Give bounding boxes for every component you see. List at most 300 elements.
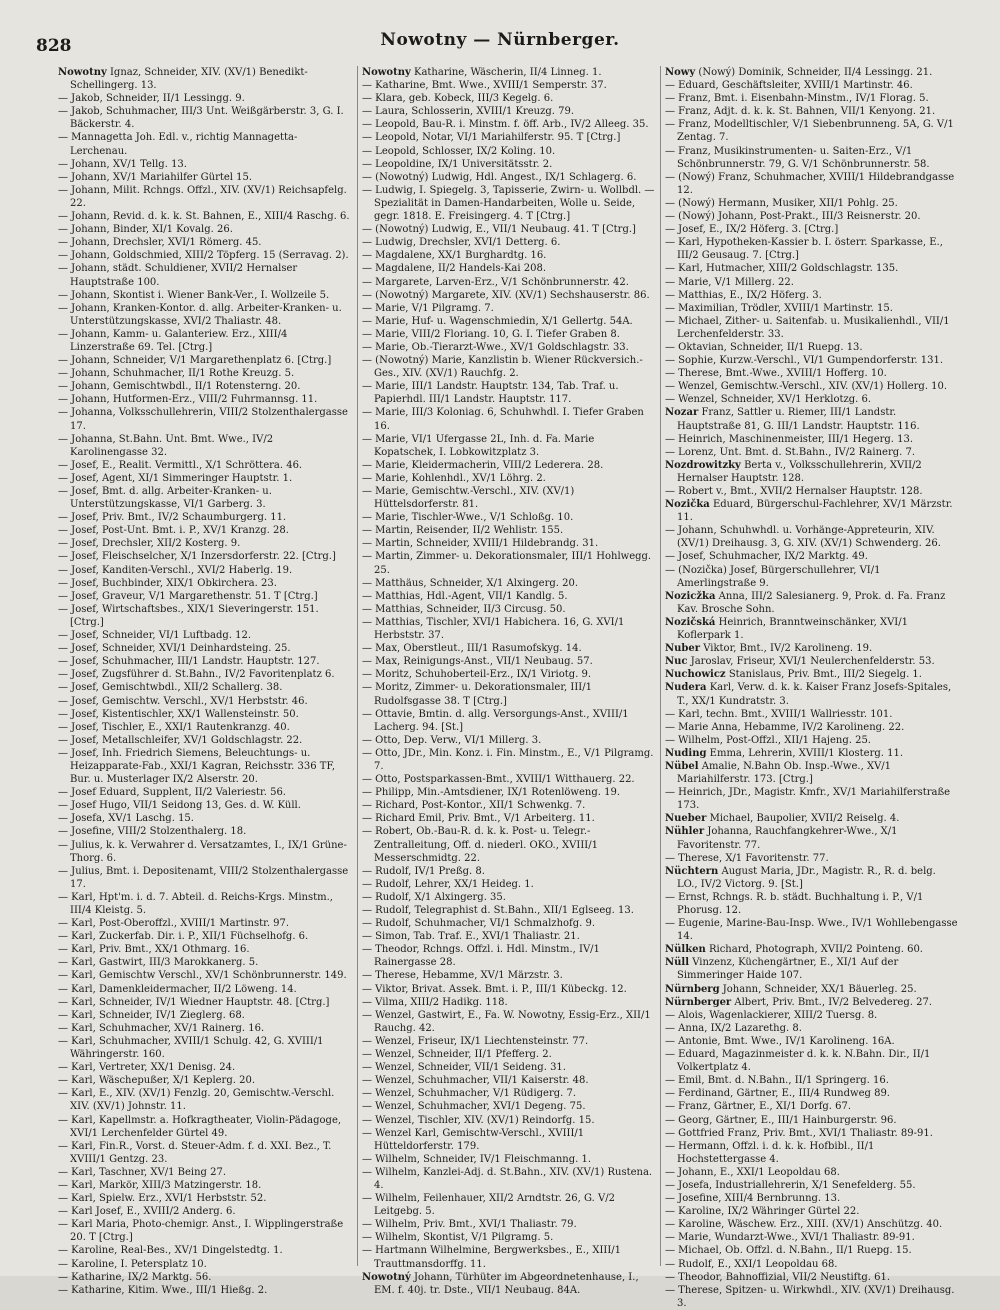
directory-entry: [665, 1114, 959, 1127]
entry-text: — Julius, Bmt. i. Depositenamt, VIII/2 Stolzenthalergasse 17.: [58, 865, 349, 890]
entry-text: — Karl Josef, E., XVIII/2 Anderg. 6.: [58, 1206, 236, 1218]
entry-text: — Marie, Tischler-Wwe., V/1 Schloßg. 10.: [362, 512, 574, 524]
entry-text: — Josef, Schneider, XVI/1 Deinhardsteing. 25.: [58, 643, 291, 655]
entry-text: — Josef, Tischler, E., XXI/1 Rautenkranzg. 40.: [58, 721, 290, 733]
entry-text: — Richard Emil, Priv. Bmt., V/1 Arbeiterg. 11.: [362, 813, 595, 825]
entry-text: Richard, Photograph, XVII/2 Pointeng. 60.: [708, 944, 923, 956]
directory-entry: [665, 236, 959, 262]
directory-entry: [665, 118, 959, 144]
entry-text: — Johann, Schuhmacher, II/1 Rothe Kreuzg. 5.: [58, 368, 295, 380]
entry-text: — Wilhelm, Feilenhauer, XII/2 Arndtstr. 26, G. V/2 Leitgebg. 5.: [362, 1193, 615, 1218]
entry-text: — Wenzel, Schuhmacher, XVI/1 Degeng. 75.: [362, 1101, 586, 1113]
directory-entry: [362, 865, 656, 878]
entry-text: — Josef, Priv. Bmt., IV/2 Schaumburgerg. 11.: [58, 512, 287, 524]
entry-text: — Rudolf, Lehrer, XX/1 Heideg. 1.: [362, 878, 534, 890]
directory-entry: [362, 315, 656, 328]
entry-text: Ignaz, Schneider, XIV. (XV/1) Benedikt-Schellingerg. 13.: [70, 67, 308, 92]
entry-text: — Marie, Gemischtw.-Verschl., XIV. (XV/1) Hüttelsdorferstr. 81.: [362, 486, 575, 511]
entry-text: — Margarete, Larven-Erz., V/1 Schönbrunnerstr. 42.: [362, 276, 629, 288]
entry-text: — Wenzel, Tischler, XIV. (XV/1) Reindorfg. 15.: [362, 1114, 595, 1126]
directory-entry: [58, 472, 353, 485]
entry-text: — Wilhelm, Schneider, IV/1 Fleischmanng. 1.: [362, 1153, 592, 1165]
entry-text: Johann, Schneider, XX/1 Bäuerleg. 25.: [722, 983, 917, 995]
entry-text: — Josefa, XV/1 Laschg. 15.: [58, 813, 194, 825]
entry-text: — Josef, Schuhmacher, III/1 Landstr. Hauptstr. 127.: [58, 656, 320, 668]
directory-entry: [665, 1205, 959, 1218]
directory-entry: [362, 878, 656, 891]
directory-entry: [58, 92, 353, 105]
entry-text: — Marie Anna, Hebamme, IV/2 Karolineng. 22.: [665, 721, 905, 733]
directory-entry: [58, 839, 353, 865]
directory-entry: [362, 118, 656, 131]
entry-text: — Rudolf, IV/1 Preßg. 8.: [362, 865, 485, 877]
directory-entry: [362, 930, 656, 943]
entry-text: — Sophie, Kurzw.-Verschl., VI/1 Gumpendorferstr. 131.: [665, 355, 944, 367]
entry-text: — Karl, Priv. Bmt., XX/1 Othmarg. 16.: [58, 944, 250, 956]
entry-surname: Nürnberg: [665, 983, 720, 995]
directory-entry: [58, 210, 353, 223]
directory-entry: [665, 210, 959, 223]
directory-entry: [58, 1205, 353, 1218]
directory-entry: [665, 289, 959, 302]
entry-text: Berta v., Volksschullehrerin, XVII/2 Hernalser Hauptstr. 128.: [677, 459, 922, 484]
entry-text: — Wenzel, Schneider, XV/1 Herklotzg. 6.: [665, 394, 872, 406]
directory-entry: [58, 969, 353, 982]
directory-entry: [362, 249, 656, 262]
directory-entry: [362, 537, 656, 550]
entry-text: — Karl, Post-Oberoffzl., XVIII/1 Martinstr. 97.: [58, 918, 290, 930]
directory-entry: [665, 943, 959, 956]
entry-text: — Johann, Kranken-Kontor. d. allg. Arbeiter-Kranken- u. Unterstützungskasse, XVI/2 Thaliastr. 48.: [58, 302, 342, 327]
directory-entry: [58, 171, 353, 184]
directory-entry: [58, 695, 353, 708]
entry-text: — Richard, Post-Kontor., XII/1 Schwenkg. 7.: [362, 800, 586, 812]
directory-entry: [362, 302, 656, 315]
entry-text: — Josef, Kistentischler, XX/1 Wallensteinstr. 50.: [58, 708, 299, 720]
entry-text: — Gottfried Franz, Priv. Bmt., XVI/1 Thaliastr. 89-91.: [665, 1127, 933, 1139]
directory-entry: [58, 983, 353, 996]
entry-surname: Nülken: [665, 944, 706, 956]
entry-text: — Martin, Reisender, II/2 Wehlistr. 155.: [362, 525, 564, 537]
entry-text: — Hartmann Wilhelmine, Bergwerksbes., E., XIII/1 Trauttmansdorffg. 11.: [362, 1245, 622, 1270]
directory-entry: [58, 956, 353, 969]
entry-text: — Magdalene, II/2 Handels-Kai 208.: [362, 263, 547, 275]
entry-text: — Johann, städt. Schuldiener, XVII/2 Hernalser Hauptstraße 100.: [58, 263, 298, 288]
entry-text: — Karl, Hypotheken-Kassier b. I. österr. Sparkasse, E., III/2 Geusaug. 7. [Ctrg.]: [665, 237, 943, 262]
directory-entry: [58, 564, 353, 577]
directory-entry: [665, 1271, 959, 1284]
entry-text: — Theodor, Bahnoffizial, VII/2 Neustiftg. 61.: [665, 1271, 891, 1283]
directory-entry: [362, 1166, 656, 1192]
directory-entry: [665, 1166, 959, 1179]
entry-text: — Josef, Agent, XI/1 Simmeringer Hauptstr. 1.: [58, 472, 293, 484]
directory-entry: [58, 537, 353, 550]
directory-entry: [665, 459, 959, 485]
entry-surname: Nozar: [665, 407, 699, 419]
directory-entry: [362, 171, 656, 184]
entry-text: — Robert, Ob.-Bau-R. d. k. k. Post- u. Telegr.-Zentralleitung, Off. d. niederl. OKO., XVIII/1 Messerschmidtg. 22.: [362, 826, 598, 864]
directory-entry: [58, 734, 353, 747]
directory-entry: [58, 681, 353, 694]
directory-entry: [665, 825, 959, 851]
entry-text: — Marie, V/1 Pilgramg. 7.: [362, 302, 494, 314]
entry-text: — Marie, Ob.-Tierarzt-Wwe., XV/1 Goldschlagstr. 33.: [362, 341, 629, 353]
entry-text: — Leopold, Notar, VI/1 Mariahilferstr. 95. T [Ctrg.]: [362, 132, 621, 144]
directory-entry: [362, 943, 656, 969]
entry-text: Katharine, Wäscherin, II/4 Linneg. 1.: [413, 67, 602, 78]
entry-text: — Moritz, Zimmer- u. Dekorationsmaler, III/1 Rudolfsgasse 38. T [Ctrg.]: [362, 682, 592, 707]
entry-surname: Nozdrowitzky: [665, 459, 741, 471]
entry-text: — Wenzel, Schuhmacher, VII/1 Kaiserstr. 48.: [362, 1075, 589, 1087]
directory-entry: [665, 642, 959, 655]
directory-entry: [58, 1271, 353, 1284]
directory-entry: [362, 1153, 656, 1166]
directory-entry: [362, 969, 656, 982]
entry-text: August Maria, JDr., Magistr. R., R. d. belg. LO., IV/2 Victorg. 9. [St.]: [677, 865, 936, 890]
entry-surname: Nübel: [665, 760, 699, 772]
directory-entry: [665, 852, 959, 865]
page-number: 828: [36, 36, 72, 56]
entry-text: — Matthäus, Schneider, X/1 Alxingerg. 20.: [362, 577, 579, 589]
entry-text: — Ludwig, Drechsler, XVI/1 Detterg. 6.: [362, 237, 561, 249]
entry-text: — Johanna, Volksschullehrerin, VIII/2 Stolzenthalergasse 17.: [58, 407, 348, 432]
directory-entry: [362, 708, 656, 734]
directory-entry: [665, 1074, 959, 1087]
entry-text: — Johann, XV/1 Tellg. 13.: [58, 158, 187, 170]
directory-entry: [58, 131, 353, 157]
entry-text: — Johann, Revid. d. k. k. St. Bahnen, E., XIII/4 Raschg. 6.: [58, 211, 350, 223]
directory-entry: [665, 485, 959, 498]
directory-entry: [362, 276, 656, 289]
entry-text: — Rudolf, Schuhmacher, VI/1 Schmalzhofg. 9.: [362, 918, 596, 930]
directory-entry: [665, 105, 959, 118]
entry-text: Johanna, Rauchfangkehrer-Wwe., X/1 Favoritenstr. 77.: [677, 826, 898, 851]
directory-entry: [58, 1022, 353, 1035]
entry-text: — Karl, Vertreter, XX/1 Denisg. 24.: [58, 1062, 236, 1074]
directory-entry: [58, 302, 353, 328]
directory-entry: [362, 681, 656, 707]
directory-entry: [362, 354, 656, 380]
directory-entry: [58, 668, 353, 681]
entry-surname: Nuber: [665, 643, 701, 655]
directory-entry: [665, 1284, 959, 1310]
directory-entry: [665, 747, 959, 760]
entry-text: Michael, Baupolier, XVII/2 Reiselg. 4.: [709, 813, 900, 825]
directory-entry: [362, 236, 656, 249]
directory-entry: [665, 446, 959, 459]
entry-surname: Nowotný: [362, 1271, 411, 1283]
directory-entry: [362, 1061, 656, 1074]
directory-entry: [58, 917, 353, 930]
entry-text: — Rudolf, X/1 Alxingerg. 35.: [362, 891, 506, 903]
entry-text: — Klara, geb. Kobeck, III/3 Kegelg. 6.: [362, 93, 554, 105]
entry-text: — Josef, Graveur, V/1 Margarethenstr. 51. T [Ctrg.]: [58, 590, 318, 602]
entry-text: — Vilma, XIII/2 Hadikg. 118.: [362, 996, 508, 1008]
entry-text: — Josef, Metallschleifer, XV/1 Goldschlagstr. 22.: [58, 734, 303, 746]
directory-entry: [362, 380, 656, 406]
directory-entry: [665, 708, 959, 721]
entry-text: — Wenzel Karl, Gemischtw-Verschl., XVIII/1 Hütteldorferstr. 179.: [362, 1127, 585, 1152]
directory-entry: [362, 1271, 656, 1297]
entry-text: — (Nowý) Franz, Schuhmacher, XVIII/1 Hildebrandgasse 12.: [665, 171, 955, 196]
entry-text: — Franz, Gärtner, E., XI/1 Dorfg. 67.: [665, 1101, 852, 1113]
entry-text: (Nowý) Dominik, Schneider, II/4 Lessingg. 21.: [698, 67, 933, 78]
entry-text: — Josef, Schneider, VI/1 Luftbadg. 12.: [58, 630, 252, 642]
entry-text: — Georg, Gärtner, E., III/1 Hainburgerstr. 96.: [665, 1114, 897, 1126]
directory-entry: [362, 642, 656, 655]
directory-entry: [58, 367, 353, 380]
entry-text: — Jakob, Schneider, II/1 Lessingg. 9.: [58, 93, 245, 105]
directory-entry: [665, 1048, 959, 1074]
entry-text: — (Nowý) Johann, Post-Prakt., III/3 Reisnerstr. 20.: [665, 211, 921, 223]
entry-text: — Franz, Adjt. d. k. k. St. Bahnen, VII/1 Kenyong. 21.: [665, 106, 936, 118]
entry-surname: Nowy: [665, 67, 696, 78]
directory-entry: [58, 550, 353, 563]
entry-text: — Johann, XV/1 Mariahilfer Gürtel 15.: [58, 171, 253, 183]
entry-text: — Leopoldine, IX/1 Universitätsstr. 2.: [362, 158, 553, 170]
entry-text: — Mannagetta Joh. Edl. v., richtig Mannagetta-Lerchenau.: [58, 132, 298, 157]
directory-entry: [665, 498, 959, 524]
directory-entry: [362, 524, 656, 537]
directory-entry: [58, 289, 353, 302]
entry-text: — Karl, Wäschepußer, X/1 Keplerg. 20.: [58, 1075, 255, 1087]
entry-text: — Karl Maria, Photo-chemigr. Anst., I. Wipplingerstraße 20. T [Ctrg.]: [58, 1219, 344, 1244]
entry-text: — Josef, Bmt. d. allg. Arbeiter-Kranken- u. Unterstützungskasse, VI/1 Garberg. 3.: [58, 486, 272, 511]
directory-entry: [58, 1166, 353, 1179]
entry-text: — Therese, Spitzen- u. Wirkwhdl., XIV. (XV/1) Dreihausg. 3.: [665, 1284, 955, 1309]
entry-text: — Ernst, Rchngs. R. b. städt. Buchhaltung i. P., V/1 Phorusg. 12.: [665, 891, 924, 916]
entry-text: — Katharine, Bmt. Wwe., XVIII/1 Semperstr. 37.: [362, 80, 607, 92]
entry-text: — Wenzel, Gastwirt, E., Fa. W. Nowotny, Essig-Erz., XII/1 Rauchg. 42.: [362, 1009, 651, 1034]
directory-entry: [665, 1231, 959, 1244]
entry-text: — (Nowotný) Ludwig, E., VII/1 Neubaug. 41. T [Ctrg.]: [362, 224, 636, 236]
directory-entry: [665, 197, 959, 210]
entry-text: — Wilhelm, Post-Offzl., XII/1 Hajeng. 25.: [665, 734, 871, 746]
directory-entry: [665, 734, 959, 747]
directory-entry: [665, 891, 959, 917]
entry-text: — Johanna, St.Bahn. Unt. Bmt. Wwe., IV/2 Karolinengasse 32.: [58, 433, 274, 458]
directory-entry: [665, 276, 959, 289]
entry-text: — Josefine, XIII/4 Bernbrunng. 13.: [665, 1193, 841, 1205]
entry-text: Jaroslav, Friseur, XVI/1 Neulerchenfelderstr. 53.: [690, 656, 935, 668]
directory-entry: [58, 1035, 353, 1061]
entry-text: — Josef, Kanditen-Verschl., XVI/2 Haberlg. 19.: [58, 564, 293, 576]
entry-text: — Josef, Gemischtwbdl., XII/2 Schallerg. 38.: [58, 682, 283, 694]
directory-entry: [362, 433, 656, 459]
directory-entry: [58, 930, 353, 943]
entry-text: Johann, Türhüter im Abgeordnetenhause, I., EM. f. 40j. tr. Dste., VII/1 Neubaug. 84A.: [374, 1271, 639, 1296]
entry-text: — Karl, Damenkleidermacher, II/2 Löweng. 14.: [58, 983, 297, 995]
directory-entry: [58, 223, 353, 236]
directory-entry: [58, 328, 353, 354]
directory-entry: [58, 1192, 353, 1205]
directory-entry: [58, 747, 353, 786]
entry-text: — (Nowotný) Marie, Kanzlistin b. Wiener Rückversich.-Ges., XIV. (XV/1) Rauchfg. 2.: [362, 355, 643, 380]
directory-entry: [665, 564, 959, 590]
directory-entry: [362, 799, 656, 812]
entry-text: — Michael, Zither- u. Saitenfab. u. Musikalienhdl., VII/1 Lerchenfelderstr. 33.: [665, 315, 950, 340]
directory-entry: [362, 1231, 656, 1244]
directory-entry: [665, 92, 959, 105]
entry-text: — Philipp, Min.-Amtsdiener, IX/1 Rotenlöweng. 19.: [362, 787, 621, 799]
entry-text: — Wilhelm, Priv. Bmt., XVI/1 Thaliastr. 79.: [362, 1219, 577, 1231]
entry-text: — Josef, E., Realit. Vermittl., X/1 Schröttera. 46.: [58, 459, 303, 471]
entry-text: — Karl, Markör, XIII/3 Matzingerstr. 18.: [58, 1179, 262, 1191]
directory-entry: [362, 773, 656, 786]
directory-entry: [665, 721, 959, 734]
directory-entry: [362, 1100, 656, 1113]
directory-entry: [58, 1009, 353, 1022]
entry-surname: Nozičská: [665, 616, 716, 628]
directory-entry: [58, 642, 353, 655]
page-title: Nowotny — Nürnberger.: [380, 30, 620, 50]
directory-entry: [665, 1022, 959, 1035]
directory-entry: [665, 1218, 959, 1231]
entry-text: — Josef, Post-Unt. Bmt. i. P., XV/1 Kranzg. 28.: [58, 525, 289, 537]
entry-text: — Marie, VIII/2 Floriang. 10, G. I. Tiefer Graben 8.: [362, 328, 620, 340]
directory-entry: [58, 184, 353, 210]
entry-text: — Karl, Schneider, IV/1 Zieglerg. 68.: [58, 1009, 245, 1021]
entry-text: — Max, Oberstleut., III/1 Rasumofskyg. 14.: [362, 643, 582, 655]
entry-text: — Franz, Modelltischler, V/1 Siebenbrunneng. 5A, G. V/1 Zentag. 7.: [665, 119, 954, 144]
directory-entry: [665, 668, 959, 681]
directory-entry: [665, 433, 959, 446]
directory-entry: [665, 616, 959, 642]
directory-entry: [58, 380, 353, 393]
entry-text: — Emil, Bmt. d. N.Bahn., II/1 Springerg. 16.: [665, 1075, 889, 1087]
entry-text: — Marie, Kleidermacherin, VIII/2 Lederera. 28.: [362, 459, 604, 471]
directory-entry: [362, 825, 656, 864]
directory-entry: [362, 1074, 656, 1087]
entry-surname: Nühler: [665, 826, 705, 838]
directory-entry: [665, 171, 959, 197]
directory-entry: [362, 289, 656, 302]
entry-text: — Josef, E., IX/2 Höferg. 3. [Ctrg.]: [665, 224, 839, 236]
entry-text: — Simon, Tab. Traf. E., XVI/1 Thaliastr. 21.: [362, 931, 580, 943]
directory-entry: [362, 511, 656, 524]
entry-text: — Karoline, IX/2 Währinger Gürtel 22.: [665, 1206, 860, 1218]
entry-text: — Moritz, Schuhoberteil-Erz., IX/1 Viriotg. 9.: [362, 669, 592, 681]
entry-text: — Josef Hugo, VII/1 Seidong 13, Ges. d. W. Küll.: [58, 800, 301, 812]
entry-text: — Karl, Fin.R., Vorst. d. Steuer-Adm. f. d. XXI. Bez., T. XVIII/1 Gentzg. 23.: [58, 1140, 332, 1165]
entry-surname: Nowotny: [58, 67, 107, 78]
directory-entry: [362, 131, 656, 144]
directory-entry: [665, 223, 959, 236]
entry-text: — Marie, Huf- u. Wagenschmiedin, X/1 Gellertg. 54A.: [362, 315, 633, 327]
directory-entry: [665, 865, 959, 891]
directory-entry: [58, 66, 353, 92]
directory-entry: [665, 590, 959, 616]
directory-entry: [58, 603, 353, 629]
entry-text: — Karl, Taschner, XV/1 Being 27.: [58, 1166, 227, 1178]
directory-entry: [362, 891, 656, 904]
directory-entry: [58, 158, 353, 171]
directory-entry: [665, 1179, 959, 1192]
directory-entry: [362, 655, 656, 668]
directory-entry: [665, 1244, 959, 1257]
directory-entry: [362, 983, 656, 996]
directory-entry: [362, 616, 656, 642]
entry-text: — Josefa, Industriallehrerin, X/1 Senefelderg. 55.: [665, 1179, 916, 1191]
directory-entry: [362, 66, 656, 79]
entry-surname: Nuc: [665, 656, 688, 668]
directory-entry: [362, 341, 656, 354]
entry-text: — Marie, Wundarzt-Wwe., XVI/1 Thaliastr. 89-91.: [665, 1232, 915, 1244]
entry-text: — Johann, Binder, XI/1 Kovalg. 26.: [58, 224, 233, 236]
directory-entry: [665, 145, 959, 171]
entry-text: — Ludwig, I. Spiegelg. 3, Tapisserie, Zwirn- u. Wollbdl. — Spezialität in Damen-Handarbeiten, Wolle u. Seide, gegr. 1818. E. Freisingerg. 4. T [Ctrg.]: [362, 184, 655, 223]
directory-entry: [58, 262, 353, 288]
entry-text: — Maximilian, Trödler, XVIII/1 Martinstr. 15.: [665, 302, 893, 314]
entry-text: — Karoline, Wäschew. Erz., XIII. (XV/1) Anschützg. 40.: [665, 1219, 943, 1231]
directory-entry: [362, 184, 656, 223]
directory-entry: [665, 315, 959, 341]
directory-entry: [362, 158, 656, 171]
entry-surname: Nozicžka: [665, 590, 716, 602]
directory-entry: [665, 380, 959, 393]
entry-text: — Josef Eduard, Supplent, II/2 Valeriestr. 56.: [58, 787, 286, 799]
entry-text: — Magdalene, XX/1 Burghardtg. 16.: [362, 250, 547, 262]
directory-entry: [362, 812, 656, 825]
directory-entry: [665, 655, 959, 668]
directory-entry: [58, 655, 353, 668]
entry-text: — Ottavie, Bmtin. d. allg. Versorgungs-Anst., XVIII/1 Lacherg. 94. [St.]: [362, 708, 629, 733]
directory-entry: [58, 943, 353, 956]
entry-text: — Wenzel, Schneider, II/1 Pfefferg. 2.: [362, 1049, 552, 1061]
directory-entry: [665, 996, 959, 1009]
entry-text: Viktor, Bmt., IV/2 Karolineng. 19.: [703, 643, 873, 655]
directory-entry: [362, 550, 656, 576]
entry-text: — Wenzel, Friseur, IX/1 Liechtensteinstr. 77.: [362, 1035, 589, 1047]
directory-entry: [58, 354, 353, 367]
directory-entry: [58, 865, 353, 891]
entry-text: — Rudolf, Telegraphist d. St.Bahn., XII/1 Eglseeg. 13.: [362, 905, 634, 916]
entry-text: — Johann, Gemischtwbdl., II/1 Rotensterng. 20.: [58, 381, 301, 393]
entry-surname: Nozička: [665, 499, 710, 511]
entry-text: — Johann, Schneider, V/1 Margarethenplatz 6. [Ctrg.]: [58, 355, 332, 367]
directory-entry: [58, 708, 353, 721]
entry-text: — Eduard, Magazinmeister d. k. k. N.Bahn. Dir., II/1 Volkertplatz 4.: [665, 1049, 931, 1074]
directory-entry: [665, 1087, 959, 1100]
directory-entry: [665, 79, 959, 92]
directory-entry: [58, 393, 353, 406]
entry-text: — Karl, techn. Bmt., XVIII/1 Wallriesstr. 101.: [665, 708, 893, 720]
directory-entry: [665, 956, 959, 982]
directory-entry: [58, 996, 353, 1009]
directory-entry: [362, 1035, 656, 1048]
entry-text: — Franz, Musikinstrumenten- u. Saiten-Erz., V/1 Schönbrunnerstr. 79, G. V/1 Schönbrunnerstr. 58.: [665, 145, 930, 170]
directory-entry: [58, 786, 353, 799]
entry-text: — Robert v., Bmt., XVII/2 Hernalser Hauptstr. 128.: [665, 486, 923, 497]
directory-entry: [58, 629, 353, 642]
entry-text: — Antonie, Bmt. Wwe., IV/1 Karolineng. 16A.: [665, 1035, 895, 1047]
directory-entry: [362, 485, 656, 511]
entry-text: — Josef, Fleischselcher, X/1 Inzersdorferstr. 22. [Ctrg.]: [58, 551, 336, 563]
entry-text: Vinzenz, Küchengärtner, E., XI/1 Auf der Simmeringer Haide 107.: [677, 957, 899, 982]
entry-text: — Karl, E., XIV. (XV/1) Fenzlg. 20, Gemischtw.-Verschl. XIV. (XV/1) Johnstr. 11.: [58, 1088, 335, 1113]
entry-text: — Marie, Kohlenhdl., XV/1 Löhrg. 2.: [362, 472, 546, 484]
directory-entry: [665, 66, 959, 79]
directory-entry: [362, 904, 656, 917]
directory-entry: [362, 262, 656, 275]
entry-text: — Katharine, Kitim. Wwe., III/1 Hießg. 2.: [58, 1284, 268, 1296]
entry-text: — Karl, Schuhmacher, XV/1 Rainerg. 16.: [58, 1022, 265, 1034]
entry-text: — Marie, III/3 Koloniag. 6, Schuhwhdl. I. Tiefer Graben 16.: [362, 407, 644, 432]
directory-column-3: [660, 66, 963, 1309]
directory-entry: [362, 406, 656, 432]
entry-text: — Johann, Goldschmied, XIII/2 Töpferg. 15 (Serravag. 2).: [58, 250, 349, 262]
directory-entry: [362, 1087, 656, 1100]
